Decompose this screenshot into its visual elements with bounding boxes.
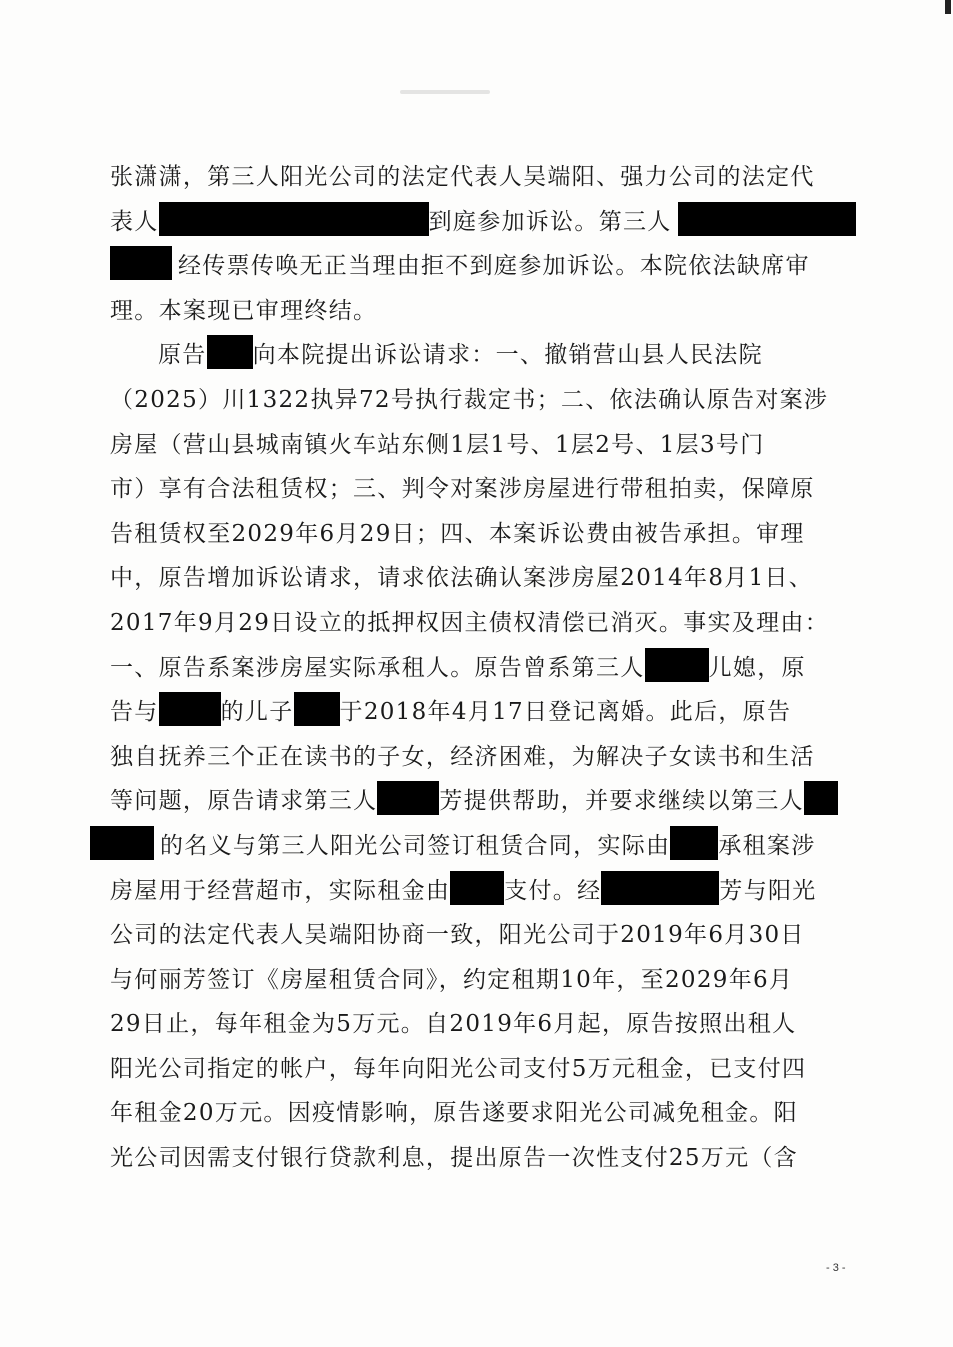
text-line	[110, 913, 850, 958]
redaction-block	[377, 781, 439, 815]
redaction-block	[450, 871, 504, 905]
redaction-block	[670, 826, 718, 860]
redaction-block	[159, 692, 221, 726]
text-line	[110, 244, 850, 289]
text-segment: 的儿子	[220, 699, 294, 726]
text-segment: 年租金20万元。因疫情影响，原告遂要求阳光公司减免租金。阳	[110, 1100, 798, 1127]
text-line	[110, 200, 850, 245]
text-line	[110, 958, 850, 1003]
text-segment: 儿媳，原	[708, 654, 806, 681]
text-line	[90, 824, 850, 869]
redaction-block	[678, 202, 856, 236]
judgment-body-text	[110, 155, 850, 1181]
text-line	[110, 869, 850, 914]
text-line	[110, 467, 850, 512]
redaction-block	[645, 648, 709, 682]
text-segment: 经传票传唤无正当理由拒不到庭参加诉讼。本院依法缺席审	[178, 253, 810, 280]
text-segment: 向本院提出诉讼请求：一、撤销营山县人民法院	[252, 342, 763, 369]
text-segment: 2017年9月29日设立的抵押权因主债权清偿已消灭。事实及理由：	[110, 609, 830, 636]
text-segment: 的名义与第三人阳光公司签订租赁合同，实际由	[160, 832, 671, 859]
text-line	[110, 378, 850, 423]
text-segment: 与何丽芳签订《房屋租赁合同》，约定租期10年，至2029年6月	[110, 966, 794, 993]
text-segment: 独自抚养三个正在读书的子女，经济困难，为解决子女读书和生活	[110, 743, 815, 770]
text-segment: 到庭参加诉讼。第三人	[428, 208, 672, 235]
text-segment: 支付。经	[504, 877, 602, 904]
text-line	[110, 1136, 850, 1181]
text-segment: 公司的法定代表人吴端阳协商一致，阳光公司于2019年6月30日	[110, 922, 805, 949]
text-line	[110, 423, 850, 468]
text-segment: 29日止，每年租金为5万元。自2019年6月起，原告按照出租人	[110, 1011, 797, 1038]
redaction-block	[294, 692, 340, 726]
text-segment: 承租案涉	[718, 832, 816, 859]
redaction-block	[110, 246, 172, 280]
text-segment: 张潇潇，第三人阳光公司的法定代表人吴端阳、强力公司的法定代	[110, 164, 815, 190]
page-number: - 3 -	[826, 1262, 846, 1274]
text-segment: 原告	[158, 342, 207, 369]
text-line	[110, 779, 850, 824]
redaction-block	[159, 202, 429, 236]
redaction-block	[207, 335, 253, 369]
text-segment: 理。本案现已审理终结。	[110, 297, 378, 324]
text-line	[110, 646, 850, 691]
text-segment: 告与	[110, 699, 159, 726]
scan-artifact	[400, 90, 490, 94]
text-segment: 于2018年4月17日登记离婚。此后，原告	[339, 699, 792, 726]
text-line	[110, 512, 850, 557]
text-segment: 芳与阳光	[719, 877, 817, 904]
redaction-block	[90, 826, 154, 860]
redaction-block	[804, 781, 838, 815]
redaction-block	[601, 871, 719, 905]
text-line	[110, 155, 850, 200]
text-line	[110, 1047, 850, 1092]
text-segment: 告租赁权至2029年6月29日；四、本案诉讼费由被告承担。审理	[110, 520, 805, 547]
text-segment: 中，原告增加诉讼请求，请求依法确认案涉房屋2014年8月1日、	[110, 565, 814, 592]
text-segment: （2025）川1322执异72号执行裁定书；二、依法确认原告对案涉	[110, 386, 829, 413]
text-line	[110, 289, 850, 334]
text-segment: 等问题，原告请求第三人	[110, 788, 378, 815]
text-segment: 市）享有合法租赁权；三、判令对案涉房屋进行带租拍卖，保障原	[110, 476, 815, 503]
text-line	[110, 1091, 850, 1136]
text-line	[110, 333, 850, 378]
text-segment: 芳提供帮助，并要求继续以第三人	[439, 788, 804, 815]
text-segment: 光公司因需支付银行贷款利息，提出原告一次性支付25万元（含	[110, 1145, 798, 1172]
text-line	[110, 735, 850, 780]
text-line	[110, 690, 850, 735]
text-segment: 阳光公司指定的帐户，每年向阳光公司支付5万元租金，已支付四	[110, 1055, 807, 1082]
text-segment: 一、原告系案涉房屋实际承租人。原告曾系第三人	[110, 654, 645, 681]
text-segment: 房屋用于经营超市，实际租金由	[110, 877, 451, 904]
text-line	[110, 601, 850, 646]
scan-edge-mark	[945, 0, 951, 14]
text-segment: 表人	[110, 208, 159, 235]
text-line	[110, 1002, 850, 1047]
text-line	[110, 556, 850, 601]
text-segment: 房屋（营山县城南镇火车站东侧1层1号、1层2号、1层3号门	[110, 431, 765, 458]
